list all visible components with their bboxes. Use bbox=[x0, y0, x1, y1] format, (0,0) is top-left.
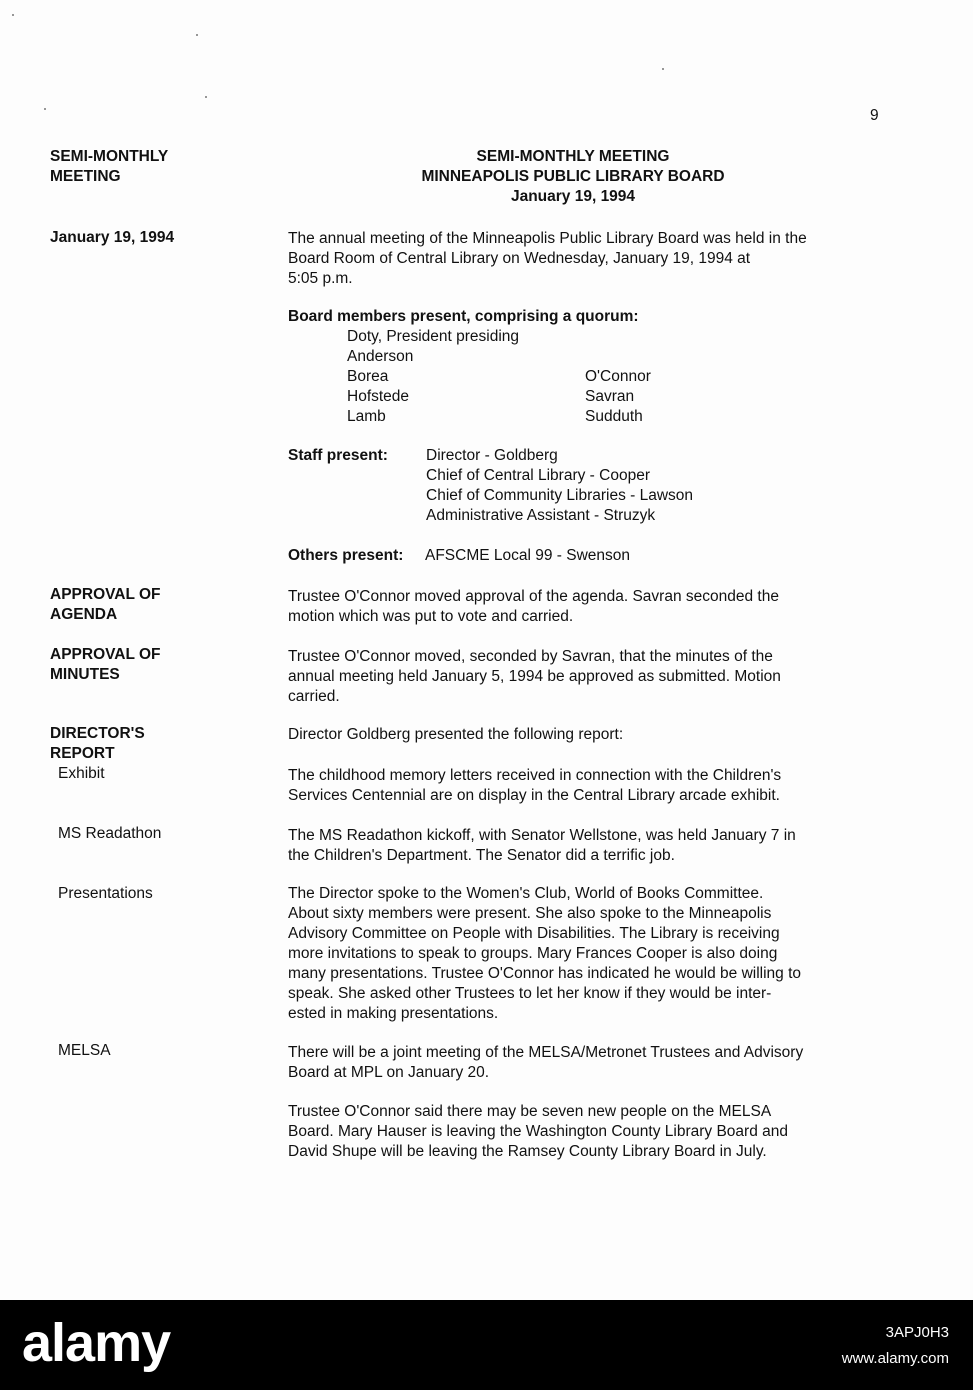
presentations-paragraph: The Director spoke to the Women's Club, World of Books Committee. About sixty members were present. She also spoke to the Minneapolis Advisory Committee on People with Disabilities. The Library is receiving more invitations to speak to groups. Mary Frances Cooper is also doing many presentations. Trustee O'Connor has indicated he would be willing to speak. She asked other Trustees to let her know if they would be inter- ested in making presentations. bbox=[288, 885, 802, 1022]
board-members-list-left: Doty, President presiding Anderson Borea Hofstede Lamb bbox=[347, 328, 520, 425]
margin-date: January 19, 1994 bbox=[50, 229, 175, 246]
margin-meeting-heading: SEMI-MONTHLY MEETING bbox=[50, 148, 169, 185]
margin-exhibit: Exhibit bbox=[58, 765, 105, 782]
alamy-logo: alamy bbox=[22, 1313, 171, 1373]
page-number: 9 bbox=[870, 107, 879, 124]
agenda-paragraph: Trustee O'Connor moved approval of the agenda. Savran seconded the motion which was put to vote and carried. bbox=[288, 588, 779, 625]
scan-speck bbox=[12, 14, 14, 16]
margin-approval-minutes: APPROVAL OF MINUTES bbox=[50, 646, 161, 683]
margin-approval-agenda: APPROVAL OF AGENDA bbox=[50, 586, 161, 623]
others-present-label: Others present: bbox=[288, 547, 404, 564]
margin-director-report: DIRECTOR'S REPORT bbox=[50, 725, 145, 762]
margin-presentations: Presentations bbox=[58, 885, 153, 902]
scan-speck bbox=[44, 108, 46, 110]
scan-speck bbox=[662, 68, 664, 70]
exhibit-paragraph: The childhood memory letters received in connection with the Children's Services Centennial are on display in the Central Library arcade exhibit. bbox=[288, 767, 782, 804]
header-date: January 19, 1994 bbox=[510, 188, 636, 205]
board-members-heading: Board members present, comprising a quorum: bbox=[288, 308, 639, 325]
readathon-paragraph: The MS Readathon kickoff, with Senator Wellstone, was held January 7 in the Children's Department. The Senator did a terrific job. bbox=[288, 827, 796, 864]
margin-melsa: MELSA bbox=[58, 1042, 111, 1059]
margin-ms-readathon: MS Readathon bbox=[58, 825, 162, 842]
header-title: SEMI-MONTHLY MEETING bbox=[476, 148, 670, 165]
scan-speck bbox=[196, 34, 198, 36]
board-members-list-right: O'Connor Savran Sudduth bbox=[585, 368, 651, 425]
melsa-paragraph-1: There will be a joint meeting of the MELSA/Metronet Trustees and Advisory Board at MPL on January 20. bbox=[288, 1044, 804, 1081]
header-board: MINNEAPOLIS PUBLIC LIBRARY BOARD bbox=[421, 168, 725, 185]
others-present-value: AFSCME Local 99 - Swenson bbox=[425, 547, 631, 564]
staff-present-list: Director - Goldberg Chief of Central Library - Cooper Chief of Community Libraries - Lawson Administrative Assistant - Struzyk bbox=[426, 447, 694, 524]
director-report-intro: Director Goldberg presented the following report: bbox=[288, 726, 624, 743]
stock-watermark-bar bbox=[0, 1300, 973, 1390]
staff-present-label: Staff present: bbox=[288, 447, 388, 464]
image-code: 3APJ0H3 bbox=[885, 1324, 949, 1341]
scan-speck bbox=[205, 96, 207, 98]
intro-paragraph: The annual meeting of the Minneapolis Public Library Board was held in the Board Room of Central Library on Wednesday, January 19, 1994 at 5:05 p.m. bbox=[288, 230, 807, 287]
melsa-paragraph-2: Trustee O'Connor said there may be seven new people on the MELSA Board. Mary Hauser is leaving the Washington County Library Board and David Shupe will be leaving the Ramsey County Library Board in July. bbox=[288, 1103, 788, 1160]
minutes-paragraph: Trustee O'Connor moved, seconded by Savran, that the minutes of the annual meeting held January 5, 1994 be approved as submitted. Motion carried. bbox=[288, 648, 781, 705]
site-url: www.alamy.com bbox=[841, 1350, 949, 1367]
